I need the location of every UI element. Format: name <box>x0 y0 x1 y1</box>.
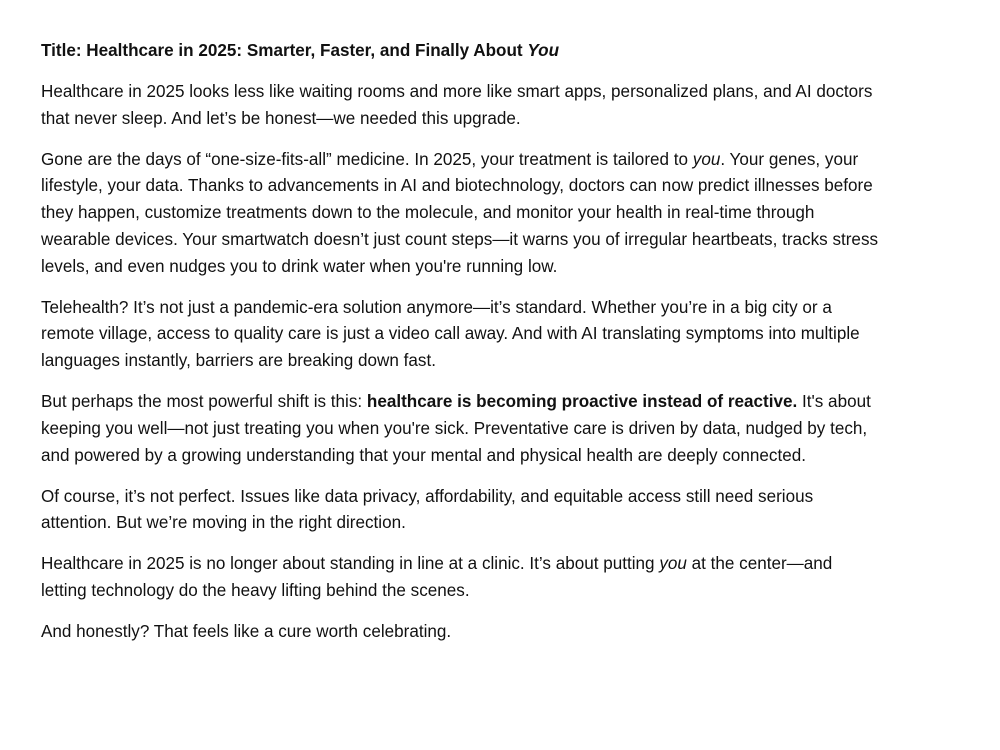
paragraph-text: But perhaps the most powerful shift is this: <box>41 392 367 412</box>
paragraph-emphasis: you <box>659 554 687 574</box>
paragraph-text: . Your genes, your lifestyle, your data. Thanks to advancements in AI and biotechnology, doctors can now predict illnesses before they happen, customize treatments down to the molecule, and monitor your health in real-time through wearable devices. Your smartwatch doesn’t just count steps—it warns you of irregular heartbeats, tracks stress levels, and even nudges you to drink water when you're running low. <box>41 149 879 276</box>
paragraph-proactive-care <box>41 389 881 469</box>
paragraph-patient-center <box>41 551 881 605</box>
paragraph-strong: healthcare is becoming proactive instead of reactive. <box>366 392 798 412</box>
paragraph-text: Gone are the days of “one-size-fits-all” medicine. In 2025, your treatment is tailored to <box>41 149 693 169</box>
paragraph-closing: And honestly? That feels like a cure worth celebrating. <box>41 622 452 641</box>
paragraph-text: at the center—and letting technology do the heavy lifting behind the scenes. <box>41 554 833 601</box>
document-page <box>41 38 881 660</box>
paragraph-telehealth: Telehealth? It’s not just a pandemic-era solution anymore—it’s standard. Whether you’re in a big city or a remote village, access to quality care is just a video call away. And with AI translating symptoms into multiple languages instantly, barriers are breaking down fast. <box>41 297 860 371</box>
paragraph-personalized-medicine <box>41 147 881 281</box>
paragraph-intro: Healthcare in 2025 looks less like waiting rooms and more like smart apps, personalized plans, and AI doctors that never sleep. And let’s be honest—we needed this upgrade. <box>41 81 873 128</box>
paragraph-text: Healthcare in 2025 is no longer about standing in line at a clinic. It’s about putting <box>41 554 660 574</box>
title-emphasis: You <box>527 41 560 60</box>
document-title <box>41 38 881 65</box>
paragraph-emphasis: you <box>692 149 721 169</box>
paragraph-text: It's about keeping you well—not just treating you when you're sick. Preventative care is driven by data, nudged by tech, and powered by a growing understanding that your mental and physical health are deeply connected. <box>41 392 871 465</box>
title-prefix: Title: Healthcare in 2025: Smarter, Faster, and Finally About <box>41 41 528 60</box>
paragraph-challenges: Of course, it’s not perfect. Issues like data privacy, affordability, and equitable access still need serious attention. But we’re moving in the right direction. <box>41 486 814 533</box>
